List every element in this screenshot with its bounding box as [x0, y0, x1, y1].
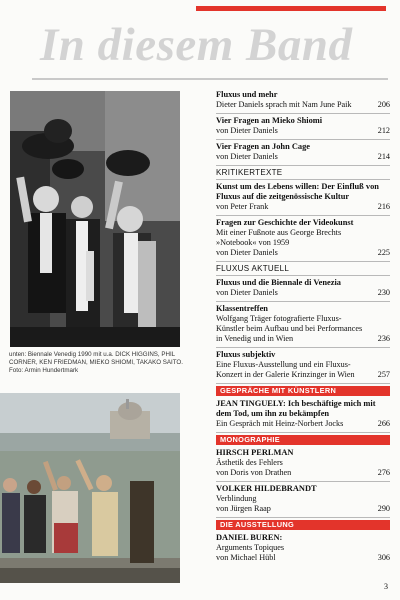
section-heading-kritikertexte: KRITIKERTEXTE	[216, 166, 390, 180]
fluxus-performance-photo	[10, 91, 180, 347]
toc-entry[interactable]	[216, 397, 390, 433]
section-heading-monographie: MONOGRAPHIE	[216, 435, 390, 445]
entry-line: von Jürgen Raap	[216, 504, 271, 513]
venice-biennale-photo	[0, 393, 180, 583]
entry-line: Ästhetik des Fehlers	[216, 458, 283, 467]
entry-line: von Dieter Daniels	[216, 152, 278, 161]
toc-entry[interactable]	[216, 348, 390, 384]
entry-title: Fragen zur Geschichte der Videokunst	[216, 218, 354, 227]
entry-page-number: 212	[377, 126, 390, 135]
entry-title: Vier Fragen an John Cage	[216, 142, 310, 151]
entry-line: von Dieter Daniels	[216, 126, 278, 135]
entry-title: JEAN TINGUELY: Ich beschäftige mich mit dem Tod, um ihn zu bekämpfen	[216, 399, 376, 418]
toc-entry[interactable]	[216, 482, 390, 518]
entry-line: Wolfgang Träger fotografierte Fluxus-Künstler beim Aufbau und bei Performances in Venedig und in Wien	[216, 314, 363, 343]
entry-page-number: 216	[377, 202, 390, 211]
page-header	[0, 14, 400, 82]
entry-page-number: 306	[377, 553, 390, 562]
entry-line: Ein Gespräch mit Heinz-Norbert Jocks	[216, 419, 344, 428]
entry-title: Klassentreffen	[216, 304, 268, 313]
toc-entry[interactable]	[216, 216, 390, 262]
entry-line: Eine Fluxus-Ausstellung und ein Fluxus-Konzert in der Galerie Krinzinger in Wien	[216, 360, 355, 379]
section-heading-gespraeche: GESPRÄCHE MIT KÜNSTLERN	[216, 386, 390, 396]
toc-entry[interactable]	[216, 276, 390, 302]
entry-title: VOLKER HILDEBRANDT	[216, 484, 317, 493]
entry-title: DANIEL BUREN:	[216, 533, 283, 542]
section-heading-die-ausstellung: DIE AUSSTELLUNG	[216, 520, 390, 530]
entry-line: von Dieter Daniels	[216, 248, 278, 257]
entry-line: von Doris von Drathen	[216, 468, 292, 477]
toc-entry[interactable]	[216, 531, 390, 566]
toc-entry[interactable]	[216, 180, 390, 216]
entry-line: Verblindung	[216, 494, 257, 503]
entry-page-number: 276	[377, 468, 390, 477]
entry-line: Dieter Daniels sprach mit Nam June Paik	[216, 100, 352, 109]
entry-page-number: 225	[377, 248, 390, 257]
entry-page-number: 230	[377, 288, 390, 297]
entry-page-number: 290	[377, 504, 390, 513]
toc-entry[interactable]	[216, 114, 390, 140]
entry-title: Vier Fragen an Mieko Shiomi	[216, 116, 323, 125]
entry-page-number: 257	[377, 370, 390, 379]
entry-page-number: 206	[377, 100, 390, 109]
toc-entry[interactable]	[216, 88, 390, 114]
photo-caption: unten: Biennale Venedig 1990 mit u.a. DICK HIGGINS, PHIL CORNER, KEN FRIEDMAN, MIEKO SHIOMI, TAKAKO SAITO. Foto: Armin Hundertmark	[9, 351, 183, 374]
entry-title: HIRSCH PERLMAN	[216, 448, 294, 457]
entry-title: Fluxus und die Biennale di Venezia	[216, 278, 341, 287]
entry-title: Fluxus und mehr	[216, 90, 278, 99]
page-folio: 3	[384, 582, 388, 591]
entry-page-number: 214	[377, 152, 390, 161]
section-heading-fluxus-aktuell: FLUXUS AKTUELL	[216, 262, 390, 276]
entry-line: von Dieter Daniels	[216, 288, 278, 297]
header-divider	[32, 78, 388, 80]
page-title: In diesem Band	[40, 19, 353, 71]
entry-line: von Peter Frank	[216, 202, 269, 211]
table-of-contents	[216, 88, 390, 566]
entry-page-number: 236	[377, 334, 390, 343]
toc-entry[interactable]	[216, 302, 390, 348]
toc-entry[interactable]	[216, 140, 390, 166]
entry-title: Fluxus subjektiv	[216, 350, 276, 359]
entry-title: Kunst um des Lebens willen: Der Einfluß von Fluxus auf die zeitgenössische Kultur	[216, 182, 379, 201]
entry-page-number: 266	[377, 419, 390, 428]
entry-line: von Michael Hübl	[216, 553, 276, 562]
top-red-rule	[196, 6, 386, 11]
entry-line: Mit einer Fußnote aus George Brechts »Notebook« von 1959	[216, 228, 342, 247]
entry-line: Arguments Topiques	[216, 543, 285, 552]
toc-entry[interactable]	[216, 446, 390, 482]
